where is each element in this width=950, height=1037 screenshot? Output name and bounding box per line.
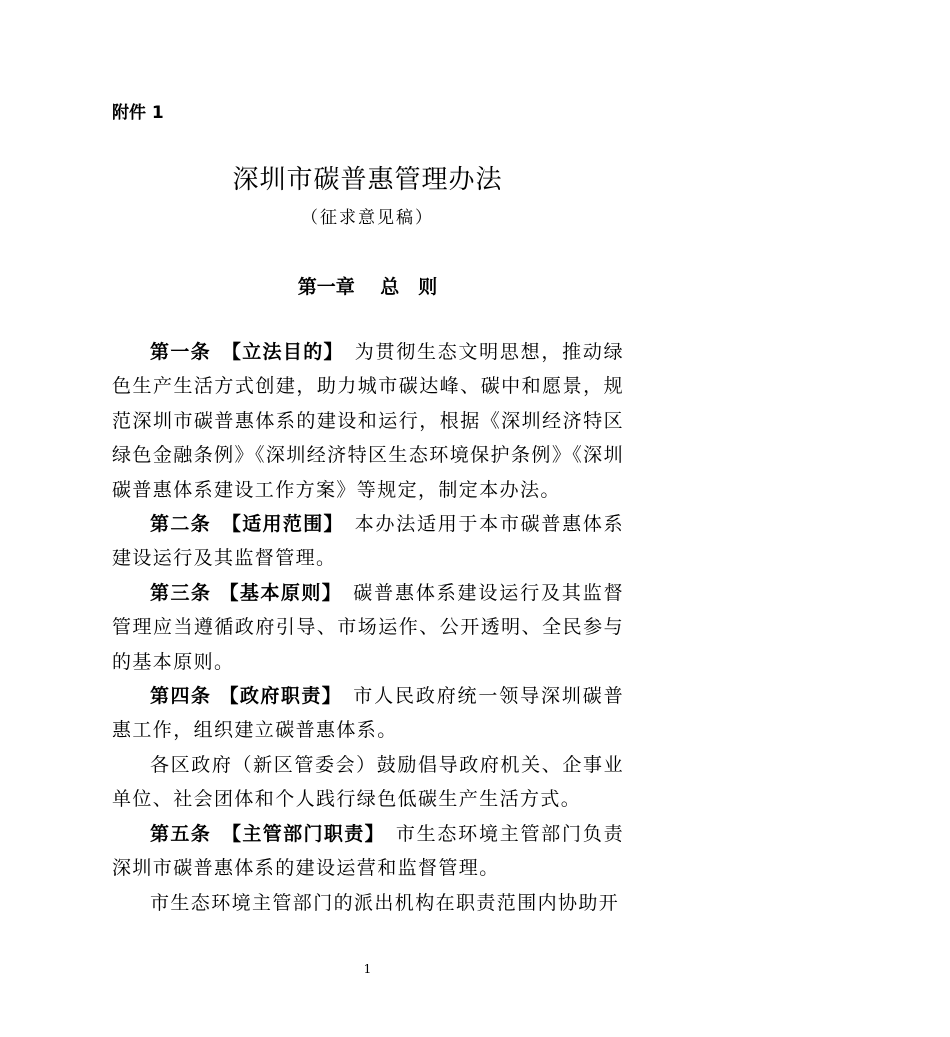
article-paragraph [112,679,624,748]
paragraph-text: 各区政府（新区管委会）鼓励倡导政府机关、企事业单位、社会团体和个人践行绿色低碳生产生活方式。 [112,753,624,811]
chapter-heading: 第一章 总 则 [297,276,438,298]
document-title: 深圳市碳普惠管理办法 [232,165,503,195]
article-paragraph [112,335,624,507]
article-text: 碳普惠体系建设运行及其监督管理应当遵循政府引导、市场运作、公开透明、全民参与的基本原则。 [112,581,625,673]
article-text: 为贯彻生态文明思想，推动绿色生产生活方式创建，助力城市碳达峰、碳中和愿景，规范深圳市碳普惠体系的建设和运行，根据《深圳经济特区绿色金融条例》《深圳经济特区生态环境保护条例》《深圳碳普惠体系建设工作方案》等规定，制定本办法。 [112,341,624,501]
article-text: 市人民政府统一领导深圳碳普惠工作，组织建立碳普惠体系。 [112,685,625,742]
article-heading: 第五条 【主管部门职责】 [150,822,396,845]
document-body [112,335,624,920]
paragraph-text: 市生态环境主管部门的派出机构在职责范围内协助开 [150,891,620,914]
article-paragraph [112,507,624,576]
article-heading: 第三条 【基本原则】 [150,581,354,604]
body-paragraph [112,886,624,920]
article-heading: 第二条 【适用范围】 [150,513,355,536]
body-paragraph [112,748,624,817]
article-paragraph [112,576,624,679]
article-heading: 第一条 【立法目的】 [150,341,355,363]
article-paragraph [112,817,624,886]
article-text: 市生态环境主管部门负责深圳市碳普惠体系的建设运营和监督管理。 [112,822,624,880]
document-subtitle: （征求意见稿） [301,208,434,228]
article-heading: 第四条 【政府职责】 [150,685,354,708]
attachment-label: 附件 1 [112,103,164,123]
page-number: 1 [363,962,372,976]
article-text: 本办法适用于本市碳普惠体系建设运行及其监督管理。 [112,513,624,570]
